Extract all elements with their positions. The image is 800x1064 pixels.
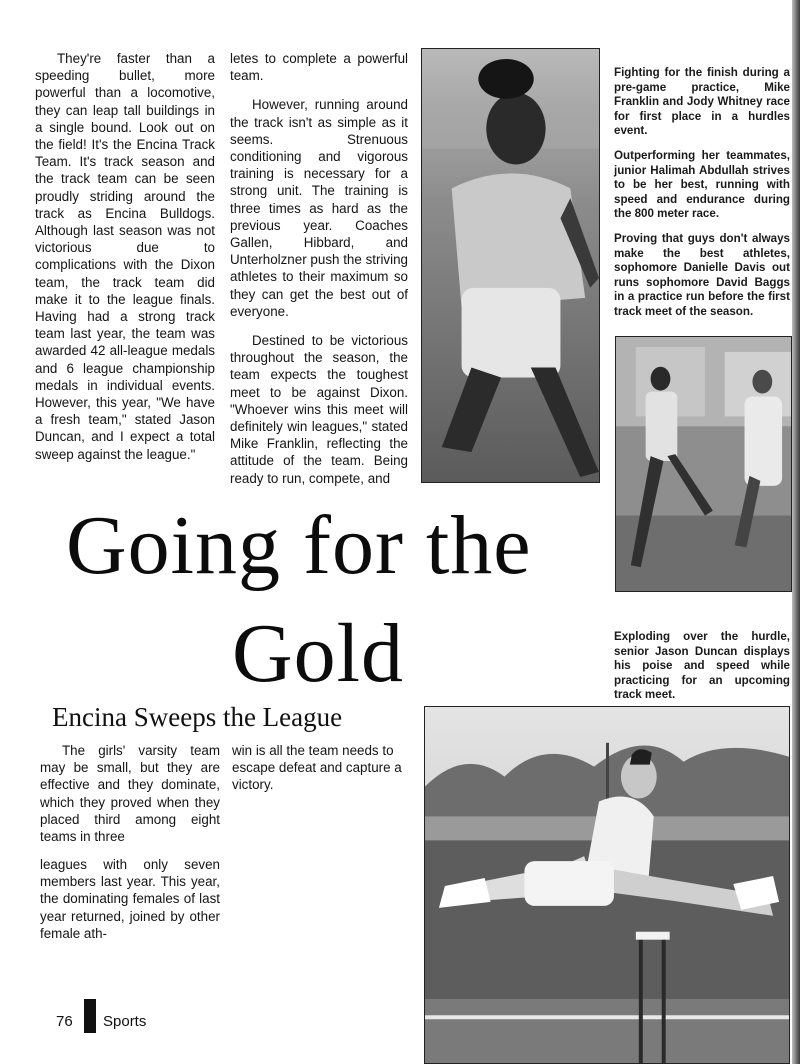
- subheadline: Encina Sweeps the League: [52, 702, 343, 732]
- section-label: Sports: [103, 1013, 147, 1030]
- article-paragraph: win is all the team needs to escape defeat and capture a victory.: [232, 743, 402, 793]
- article-column-3-top: [40, 742, 220, 857]
- article-column-4: [232, 742, 412, 806]
- caption-text: Fighting for the finish during a pre-game practice, Mike Franklin and Jody Whitney race for first place in a hurdles event.: [614, 66, 790, 138]
- caption-text: Exploding over the hurdle, senior Jason Duncan displays his poise and speed while practicing for an upcoming track meet.: [614, 630, 790, 702]
- page-number: 76: [56, 1013, 73, 1030]
- article-paragraph: The girls' varsity team may be small, but they are effective and they dominate, which they proved when they placed third among eight teams in three: [40, 743, 220, 845]
- article-paragraph: However, running around the track isn't as simple as it seems. Strenuous conditioning and vigorous training is necessary for a strong unit. The training is three times as hard as the previous year. Coaches Gallen, Hibbard, and Unterholzner push the striving athletes to their maximum so they can get the best out of everyone.: [230, 97, 408, 319]
- caption-hurdle: [614, 630, 790, 713]
- article-column-2: [230, 50, 408, 499]
- caption-column-top: [614, 66, 790, 330]
- article-column-3-bottom: [40, 856, 220, 954]
- folio-bar: [84, 999, 96, 1033]
- photo-hurdler-jason: [424, 706, 790, 1064]
- caption-text: Proving that guys don't always make the best athletes, sophomore Danielle Davis out runs sophomore David Baggs in a practice run before the first track meet of the season.: [614, 231, 790, 318]
- caption-text: Outperforming her teammates, junior Halimah Abdullah strives to be her best, running with speed and endurance during the 800 meter race.: [614, 148, 790, 221]
- article-paragraph: leagues with only seven members last year. This year, the dominating females of last year returned, joined by other female ath-: [40, 857, 220, 941]
- article-paragraph: They're faster than a speeding bullet, more powerful than a locomotive, they can leap tall buildings in a single bound. Look out on the field! It's the Encina Track Team. It's track season and the track team can be seen proudly striding around the track as Encina Bulldogs. Although last season was not victorious due to complications with the Dixon team, the track team did make it to the league finals. Having had a strong track team last year, the team was awarded 42 all-league medals and 6 league championship medals in individual events. However, this year, "We have a fresh team," stated Jason Duncan, and I expect a total sweep against the league.": [35, 51, 215, 462]
- headline-line-2: Gold: [232, 607, 404, 700]
- page-edge-shadow: [792, 0, 800, 1064]
- photo-runner-halimah: [421, 48, 600, 483]
- article-paragraph: letes to complete a powerful team.: [230, 51, 408, 84]
- headline-line-1: Going for the: [66, 499, 532, 592]
- photo-practice-run: [615, 336, 792, 592]
- article-paragraph: Destined to be victorious throughout the season, the team expects the toughest meet to be against Dixon. "Whoever wins this meet will definitely win leagues," stated Mike Franklin, reflecting the attitude of the team. Being ready to run, compete, and: [230, 333, 408, 486]
- article-column-1: [35, 50, 215, 475]
